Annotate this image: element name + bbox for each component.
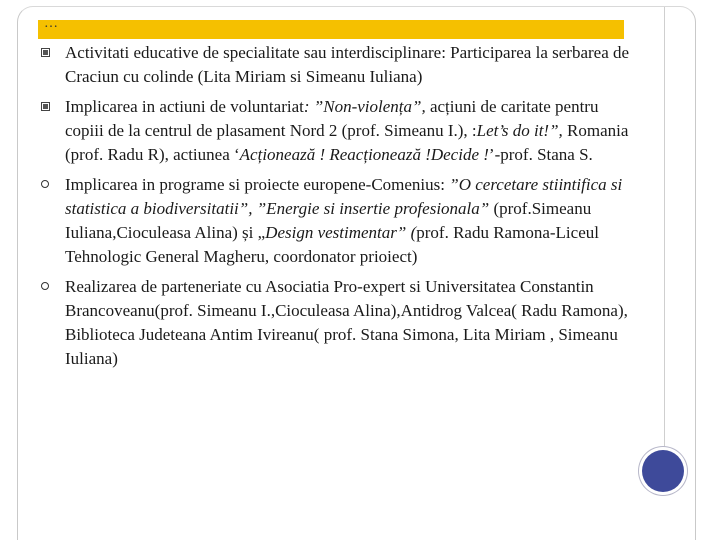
circle-bullet-icon: [41, 180, 49, 188]
slide-vertical-rule: [664, 7, 665, 457]
circle-bullet-icon: [41, 282, 49, 290]
list-item: [40, 95, 630, 167]
square-bullet-icon: [41, 102, 50, 111]
list-item: [40, 173, 630, 269]
title-ellipsis: …: [44, 16, 59, 31]
slide-decoration-circle: [642, 450, 684, 492]
list-item: [40, 275, 630, 371]
list-item: [40, 41, 630, 89]
item-text: Implicarea in programe si proiecte europene-Comenius: ”O cercetare stiintifica si statistica a biodiversitatii”, ”Energie si insertie profesionala” (prof.Simeanu Iuliana,Cioculeasa Alina) și „Design vestimentar” (prof. Radu Ramona-Liceul Tehnologic General Magheru, coordonator prioiect): [65, 175, 623, 266]
item-text: Implicarea in actiuni de voluntariat: ”Non-violența”, acțiuni de caritate pentru copiii de la centrul de plasament Nord 2 (prof. Simeanu I.), :Let’s do it!”, Romania (prof. Radu R), actiunea ‘Acționează ! Reacționează !Decide !’-prof. Stana S.: [65, 97, 629, 164]
item-text: Realizarea de parteneriate cu Asociatia Pro-expert si Universitatea Constantin Brancoveanu(prof. Simeanu I.,Cioculeasa Alina),Antidrog Valcea( Radu Ramona), Biblioteca Judeteana Antim Ivireanu( prof. Stana Simona, Lita Miriam , Simeanu Iuliana): [65, 277, 628, 368]
title-bar: [38, 16, 624, 39]
bullet-list: [40, 41, 630, 377]
item-text: Activitati educative de specialitate sau interdisciplinare: Participarea la serbarea de Craciun cu colinde (Lita Miriam si Simeanu Iuliana): [65, 43, 630, 86]
square-bullet-icon: [41, 48, 50, 57]
